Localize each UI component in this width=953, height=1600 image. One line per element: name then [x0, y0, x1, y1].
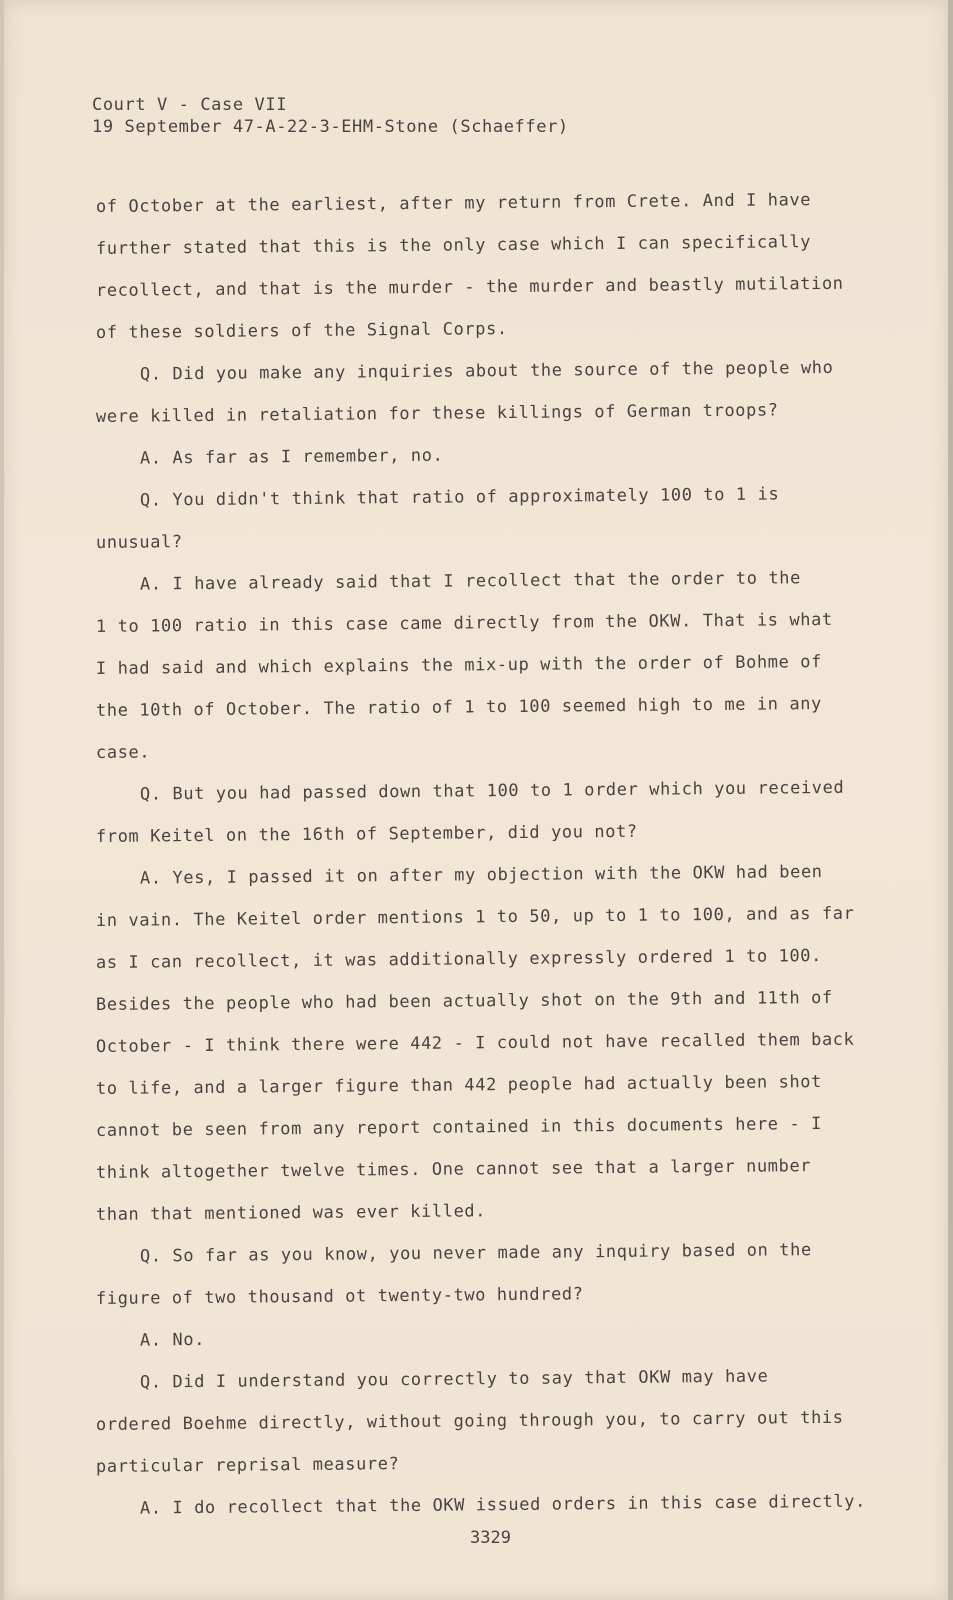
page-edge — [948, 0, 953, 1600]
transcript-line: than that mentioned was ever killed. — [95, 1201, 487, 1225]
transcript-line: cannot be seen from any report contained in this documents here - I — [95, 1114, 823, 1141]
transcript-line: Q. Did I understand you correctly to say that OKW may have — [139, 1366, 769, 1393]
transcript-line: A. Yes, I passed it on after my objection with the OKW had been — [139, 862, 823, 889]
transcript-line: as I can recollect, it was additionally expressly ordered 1 to 100. — [95, 946, 823, 973]
transcript-line: recollect, and that is the murder - the murder and beastly mutilation — [95, 273, 844, 301]
transcript-line: of October at the earliest, after my return from Crete. And I have — [95, 190, 812, 217]
transcript-line: I had said and which explains the mix-up with the order of Bohme of — [95, 652, 823, 679]
transcript-line: A. As far as I remember, no. — [139, 445, 444, 469]
transcript-line: unusual? — [95, 532, 183, 553]
transcript-line: to life, and a larger figure than 442 people had actually been shot — [95, 1072, 823, 1099]
transcript-line: A. I have already said that I recollect that the order to the — [139, 568, 802, 595]
transcript-line: were killed in retaliation for these killings of German troops? — [95, 400, 779, 427]
transcript-line: from Keitel on the 16th of September, did you not? — [95, 821, 638, 847]
transcript-line: of these soldiers of the Signal Corps. — [95, 319, 508, 343]
transcript-line: case. — [95, 742, 151, 763]
transcript-line: October - I think there were 442 - I could not have recalled them back — [95, 1029, 855, 1057]
header-date-reference: 19 September 47-A-22-3-EHM-Stone (Schaeffer) — [92, 117, 569, 137]
transcript-line: 1 to 100 ratio in this case came directly from the OKW. That is what — [95, 609, 833, 637]
transcript-line: the 10th of October. The ratio of 1 to 100 seemed high to me in any — [95, 694, 823, 721]
transcript-body — [95, 186, 866, 1530]
transcript-line: think altogether twelve times. One cannot see that a larger number — [95, 1156, 812, 1183]
transcript-line: A. No. — [139, 1329, 206, 1351]
page-number: 3329 — [470, 1528, 511, 1548]
transcript-line: A. I do recollect that the OKW issued orders in this case directly. — [139, 1491, 866, 1519]
transcript-line: figure of two thousand ot twenty-two hundred? — [95, 1284, 584, 1309]
transcript-line: Q. You didn't think that ratio of approximately 100 to 1 is — [139, 484, 780, 511]
transcript-line: Q. But you had passed down that 100 to 1 order which you received — [139, 777, 845, 805]
document-header — [92, 94, 569, 138]
transcript-line: ordered Boehme directly, without going through you, to carry out this — [95, 1407, 844, 1435]
transcript-line: Q. Did you make any inquiries about the source of the people who — [139, 357, 834, 385]
transcript-line: further stated that this is the only case which I can specifically — [95, 232, 812, 259]
header-court-case: Court V - Case VII — [92, 95, 288, 115]
transcript-line: particular reprisal measure? — [95, 1454, 400, 1477]
transcript-line: Besides the people who had been actually shot on the 9th and 11th of — [95, 987, 833, 1015]
transcript-line: Q. So far as you know, you never made any inquiry based on the — [139, 1240, 812, 1267]
transcript-line: in vain. The Keitel order mentions 1 to 50, up to 1 to 100, and as far — [95, 903, 855, 931]
